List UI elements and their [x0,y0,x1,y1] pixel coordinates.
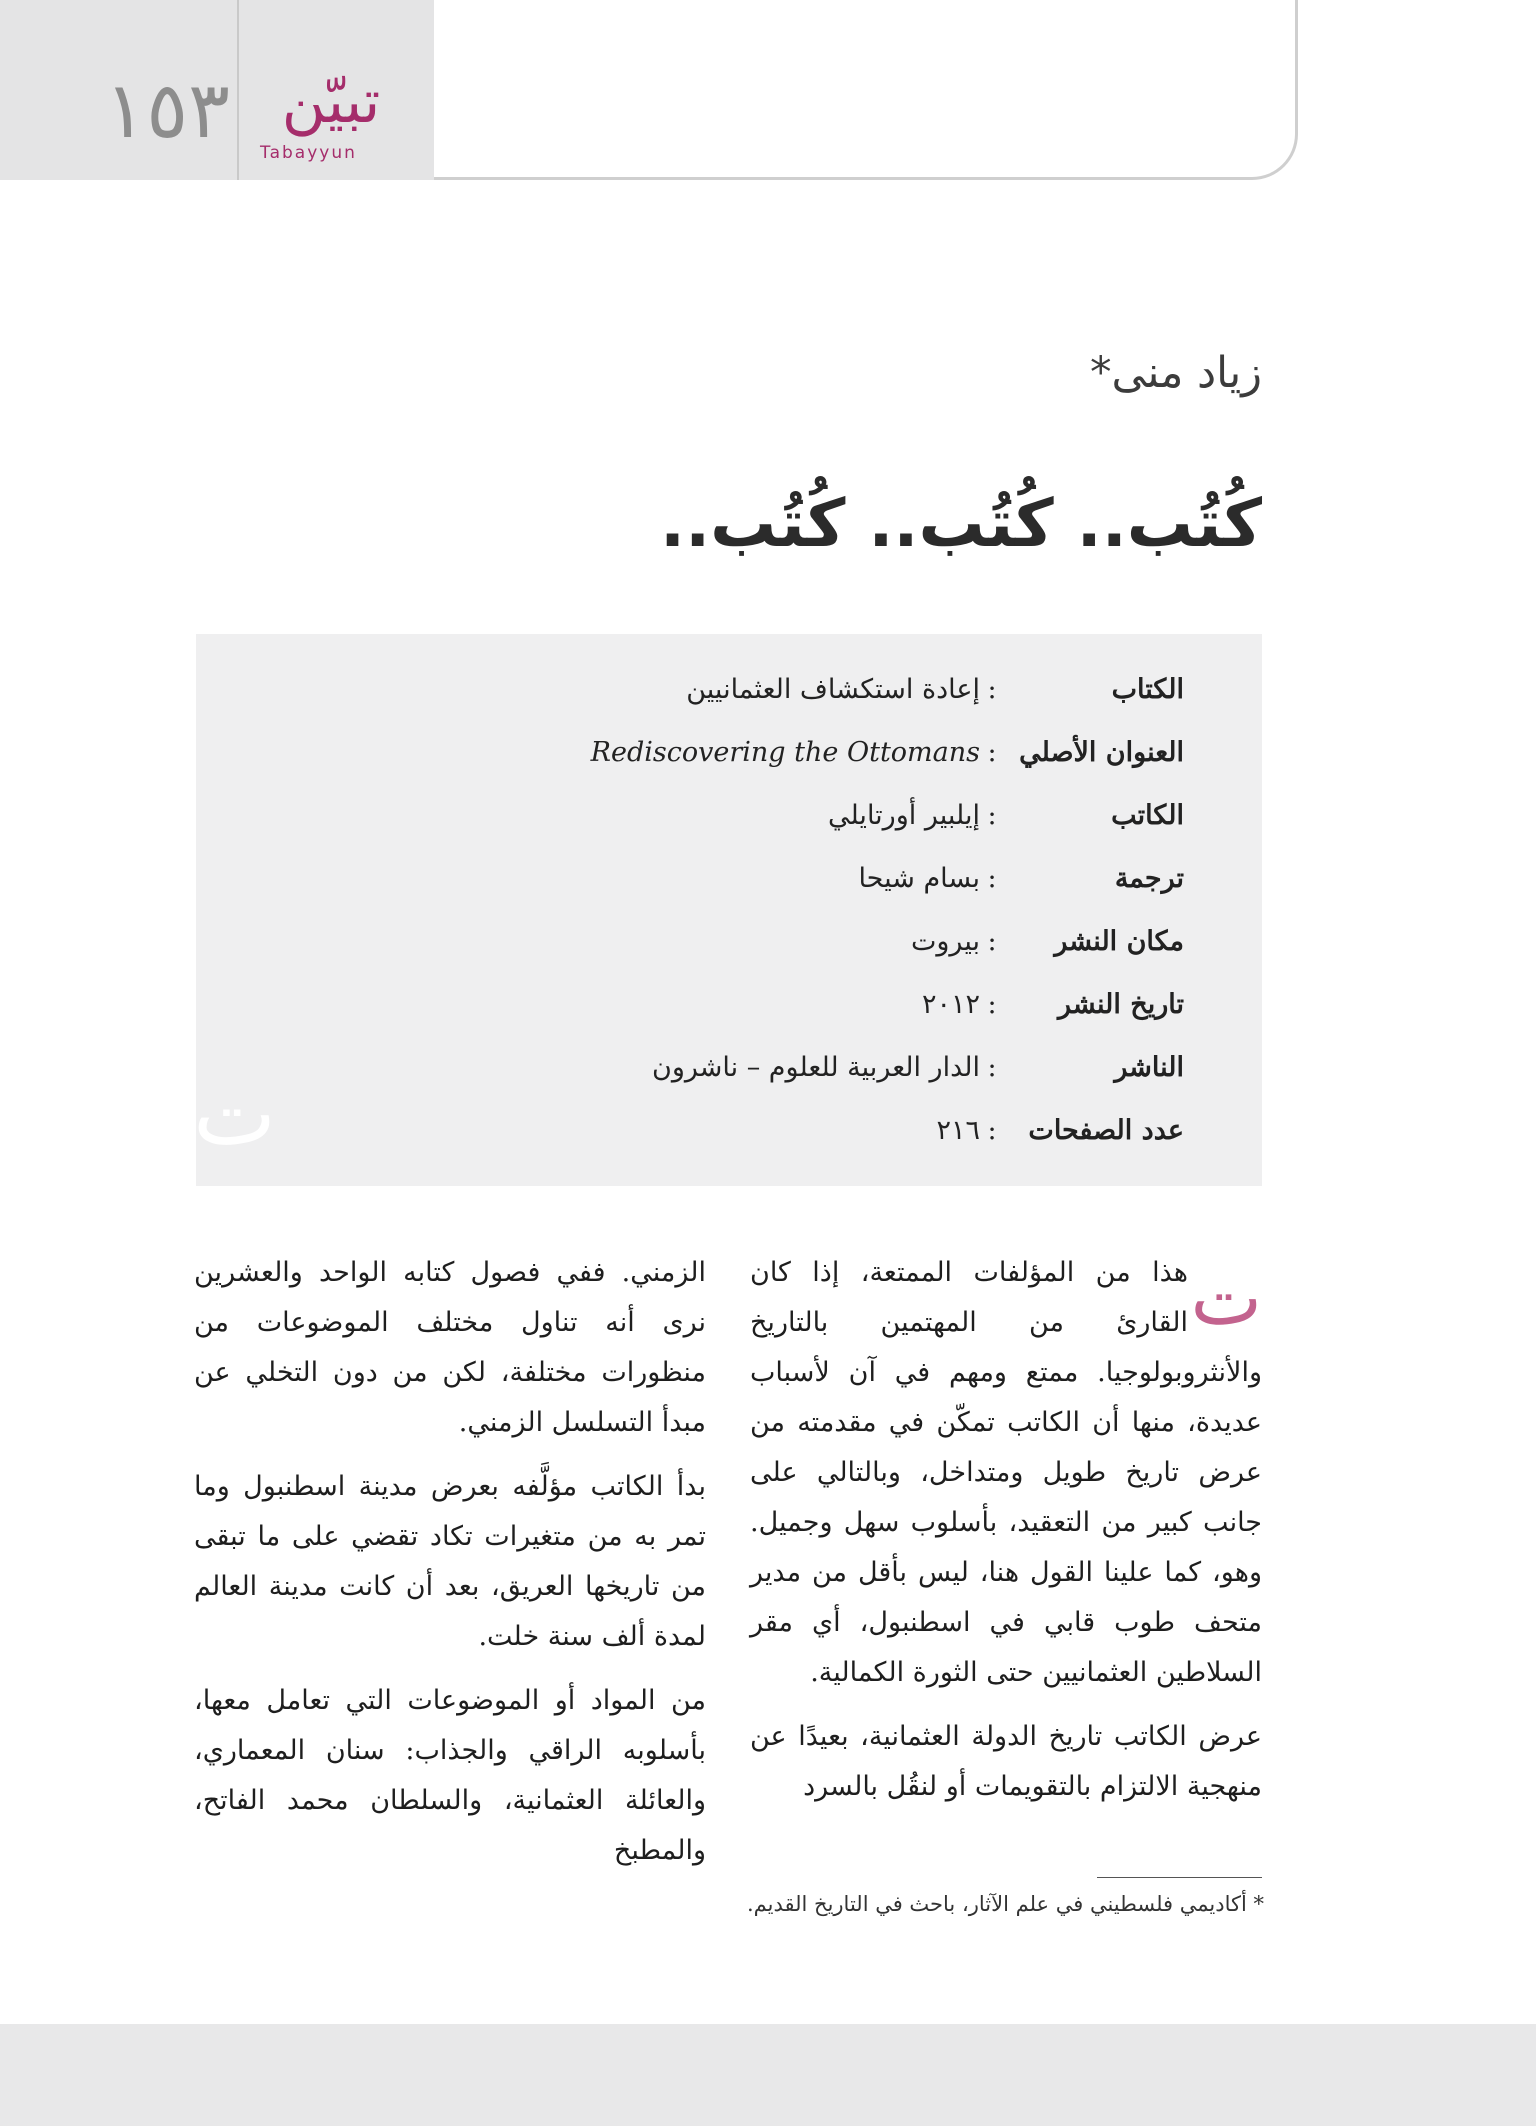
info-value: ٢٠١٢ [921,989,980,1020]
info-value: إيلبير أورتايلي [827,800,980,831]
info-row-original-title: العنوان الأصلي : Rediscovering the Ottomans [284,722,1184,784]
info-label: الكتاب [1111,674,1184,705]
logo-latin: Tabayyun [260,143,357,163]
info-label: العنوان الأصلي [1019,737,1184,768]
paragraph: بدأ الكاتب مؤلَّفه بعرض مدينة اسطنبول وما تمر به من متغيرات تكاد تقضي على ما تبقى من تاريخها العريق، بعد أن كانت مدينة العالم لمدة ألف سنة خلت. [194,1471,706,1652]
info-row-translator: ترجمة : بسام شيحا [284,848,1184,910]
info-value: إعادة استكشاف العثمانيين [686,674,980,705]
paragraph [750,1248,1262,1698]
info-row-author: الكاتب : إيلبير أورتايلي [284,785,1184,847]
footnote: * أكاديمي فلسطيني في علم الآثار، باحث في التاريخ القديم. [746,1892,1264,1916]
info-row-place: مكان النشر : بيروت [284,911,1184,973]
header-divider [237,0,239,180]
book-info-box [193,634,1262,1186]
logo-arabic: تبيّن [281,67,381,137]
info-value: بسام شيحا [858,863,980,894]
info-label: الكاتب [1111,800,1184,831]
paragraph: الزمني. ففي فصول كتابه الواحد والعشرين نرى أنه تناول مختلف الموضوعات من منظورات مختلفة، لكن من دون التخلي عن مبدأ التسلسل الزمني. [194,1257,706,1438]
info-label: الناشر [1114,1052,1184,1083]
paragraph-text: هذا من المؤلفات الممتعة، إذا كان القارئ من المهتمين بالتاريخ والأنثروبولوجيا. ممتع ومهم في آن لأسباب عديدة، منها أن الكاتب تمكّن في مقدمته من عرض تاريخ طويل ومتداخل، وبالتالي على جانب كبير من التعقيد، بأسلوب سهل وجميل. وهو، كما علينا القول هنا، ليس بأقل من مدير متحف طوب قابي في اسطنبول، أي مقر السلاطين العثمانيين حتى الثورة الكمالية. [750,1257,1262,1688]
journal-logo [256,62,416,170]
info-row-publisher: الناشر : الدار العربية للعلوم – ناشرون [284,1037,1184,1099]
info-row-book: الكتاب : إعادة استكشاف العثمانيين [284,659,1184,721]
info-label: مكان النشر [1054,926,1184,957]
page-number: ١٥٣ [104,66,230,156]
footer-band [0,2024,1536,2126]
info-value: Rediscovering the Ottomans [590,737,980,768]
footnote-rule [1097,1877,1262,1878]
paragraph: من المواد أو الموضوعات التي تعامل معها، بأسلوبه الراقي والجذاب: سنان المعماري، والعائلة العثمانية، والسلطان محمد الفاتح، والمطبخ [194,1685,706,1866]
watermark-glyph: ت [193,1062,276,1165]
dropcap: ت [1190,1253,1262,1342]
info-value: الدار العربية للعلوم – ناشرون [652,1052,980,1083]
text-column-right [750,1248,1262,1848]
info-label: تاريخ النشر [1058,989,1184,1020]
info-row-date: تاريخ النشر : ٢٠١٢ [284,974,1184,1036]
info-label: ترجمة [1114,863,1184,894]
info-value: بيروت [910,926,980,957]
info-label: عدد الصفحات [1028,1115,1184,1146]
text-column-left [194,1248,706,1866]
article-author: زياد منى* [1090,348,1262,398]
paragraph: عرض الكاتب تاريخ الدولة العثمانية، بعيدًا عن منهجية الالتزام بالتقويمات أو لنقُل بالسرد [750,1721,1262,1802]
article-title: كُتُب.. كُتُب.. كُتُب.. [660,485,1262,562]
info-row-pages: عدد الصفحات : ٢١٦ [284,1100,1184,1162]
info-value: ٢١٦ [936,1115,980,1146]
